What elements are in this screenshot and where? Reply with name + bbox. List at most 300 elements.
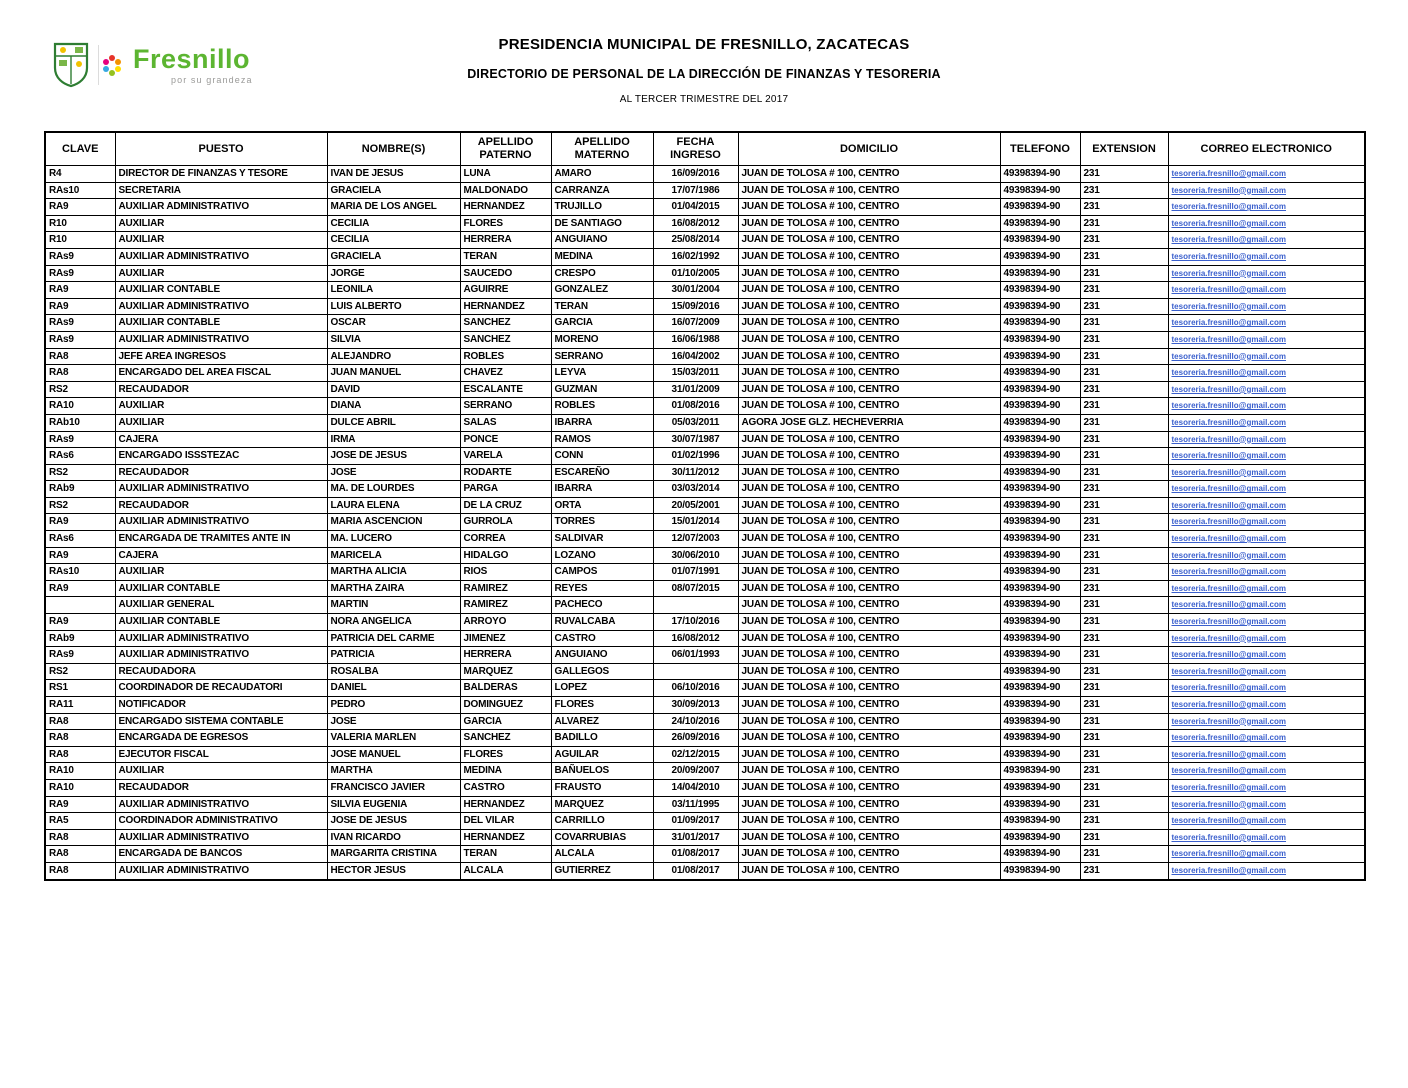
email-link[interactable]: tesoreria.fresnillo@gmail.com	[1171, 434, 1287, 444]
cell-fecha-ingreso: 16/08/2012	[653, 215, 738, 232]
cell-nombres: JORGE	[327, 265, 460, 282]
cell-nombres: MA. LUCERO	[327, 531, 460, 548]
cell-apellido-paterno: ROBLES	[460, 348, 551, 365]
cell-nombres: MARGARITA CRISTINA	[327, 846, 460, 863]
cell-apellido-paterno: ESCALANTE	[460, 381, 551, 398]
cell-telefono: 49398394-90	[1000, 282, 1080, 299]
email-link[interactable]: tesoreria.fresnillo@gmail.com	[1171, 617, 1287, 627]
email-link[interactable]: tesoreria.fresnillo@gmail.com	[1171, 534, 1287, 544]
cell-domicilio: JUAN DE TOLOSA # 100, CENTRO	[738, 381, 1000, 398]
cell-apellido-materno: ALVAREZ	[551, 713, 653, 730]
cell-nombres: MARIA ASCENCION	[327, 514, 460, 531]
cell-domicilio: JUAN DE TOLOSA # 100, CENTRO	[738, 481, 1000, 498]
cell-puesto: AUXILIAR ADMINISTRATIVO	[115, 647, 327, 664]
cell-clave	[45, 597, 115, 614]
cell-apellido-paterno: FLORES	[460, 746, 551, 763]
cell-telefono: 49398394-90	[1000, 697, 1080, 714]
cell-telefono: 49398394-90	[1000, 348, 1080, 365]
email-link[interactable]: tesoreria.fresnillo@gmail.com	[1171, 865, 1287, 875]
cell-extension: 231	[1080, 829, 1168, 846]
cell-correo	[1168, 348, 1365, 365]
cell-apellido-materno: MORENO	[551, 331, 653, 348]
cell-domicilio: JUAN DE TOLOSA # 100, CENTRO	[738, 713, 1000, 730]
table-row	[45, 232, 1365, 249]
table-row	[45, 813, 1365, 830]
cell-domicilio: JUAN DE TOLOSA # 100, CENTRO	[738, 763, 1000, 780]
cell-nombres: DIANA	[327, 398, 460, 415]
cell-correo	[1168, 746, 1365, 763]
table-row	[45, 282, 1365, 299]
table-row	[45, 398, 1365, 415]
cell-correo	[1168, 580, 1365, 597]
cell-apellido-paterno: TERAN	[460, 846, 551, 863]
cell-apellido-paterno: DE LA CRUZ	[460, 497, 551, 514]
cell-apellido-materno: FRAUSTO	[551, 779, 653, 796]
document-period: AL TERCER TRIMESTRE DEL 2017	[619, 94, 789, 105]
cell-apellido-paterno: RIOS	[460, 564, 551, 581]
cell-clave: RAs9	[45, 647, 115, 664]
cell-apellido-paterno: DEL VILAR	[460, 813, 551, 830]
cell-clave: RAs6	[45, 531, 115, 548]
cell-puesto: EJECUTOR FISCAL	[115, 746, 327, 763]
cell-fecha-ingreso: 17/10/2016	[653, 614, 738, 631]
cell-nombres: CECILIA	[327, 215, 460, 232]
cell-domicilio: JUAN DE TOLOSA # 100, CENTRO	[738, 514, 1000, 531]
cell-apellido-materno: CONN	[551, 448, 653, 465]
cell-fecha-ingreso: 16/07/2009	[653, 315, 738, 332]
cell-puesto: AUXILIAR ADMINISTRATIVO	[115, 829, 327, 846]
cell-correo	[1168, 282, 1365, 299]
cell-fecha-ingreso: 16/09/2016	[653, 166, 738, 183]
cell-fecha-ingreso: 16/02/1992	[653, 248, 738, 265]
cell-domicilio: JUAN DE TOLOSA # 100, CENTRO	[738, 398, 1000, 415]
cell-extension: 231	[1080, 697, 1168, 714]
cell-clave: RAs9	[45, 315, 115, 332]
cell-correo	[1168, 829, 1365, 846]
cell-clave: RA10	[45, 763, 115, 780]
email-link[interactable]: tesoreria.fresnillo@gmail.com	[1171, 650, 1287, 660]
cell-correo	[1168, 365, 1365, 382]
cell-telefono: 49398394-90	[1000, 232, 1080, 249]
cell-puesto: ENCARGADA DE BANCOS	[115, 846, 327, 863]
cell-domicilio: JUAN DE TOLOSA # 100, CENTRO	[738, 697, 1000, 714]
cell-fecha-ingreso: 06/10/2016	[653, 680, 738, 697]
page-header	[0, 0, 1408, 105]
table-row	[45, 182, 1365, 199]
cell-fecha-ingreso: 02/12/2015	[653, 746, 738, 763]
cell-clave: RA8	[45, 846, 115, 863]
cell-puesto: AUXILIAR ADMINISTRATIVO	[115, 514, 327, 531]
email-link[interactable]: tesoreria.fresnillo@gmail.com	[1171, 268, 1287, 278]
email-link[interactable]: tesoreria.fresnillo@gmail.com	[1171, 633, 1287, 643]
email-link[interactable]: tesoreria.fresnillo@gmail.com	[1171, 301, 1287, 311]
cell-puesto: AUXILIAR	[115, 564, 327, 581]
cell-apellido-materno: ORTA	[551, 497, 653, 514]
email-link[interactable]: tesoreria.fresnillo@gmail.com	[1171, 567, 1287, 577]
cell-nombres: DULCE ABRIL	[327, 414, 460, 431]
cell-puesto: NOTIFICADOR	[115, 697, 327, 714]
cell-nombres: SILVIA	[327, 331, 460, 348]
cell-clave: RS2	[45, 464, 115, 481]
cell-fecha-ingreso: 08/07/2015	[653, 580, 738, 597]
email-link[interactable]: tesoreria.fresnillo@gmail.com	[1171, 500, 1287, 510]
cell-nombres: ROSALBA	[327, 663, 460, 680]
cell-domicilio: JUAN DE TOLOSA # 100, CENTRO	[738, 614, 1000, 631]
personnel-directory-table	[44, 131, 1366, 881]
cell-telefono: 49398394-90	[1000, 813, 1080, 830]
cell-extension: 231	[1080, 497, 1168, 514]
cell-nombres: GRACIELA	[327, 182, 460, 199]
cell-fecha-ingreso	[653, 597, 738, 614]
cell-clave: RAb9	[45, 630, 115, 647]
cell-apellido-materno: LOPEZ	[551, 680, 653, 697]
cell-apellido-paterno: GARCIA	[460, 713, 551, 730]
cell-clave: R10	[45, 215, 115, 232]
email-link[interactable]: tesoreria.fresnillo@gmail.com	[1171, 484, 1287, 494]
cell-telefono: 49398394-90	[1000, 265, 1080, 282]
cell-puesto: COORDINADOR ADMINISTRATIVO	[115, 813, 327, 830]
email-link[interactable]: tesoreria.fresnillo@gmail.com	[1171, 716, 1287, 726]
cell-domicilio: JUAN DE TOLOSA # 100, CENTRO	[738, 813, 1000, 830]
cell-apellido-paterno: TERAN	[460, 248, 551, 265]
cell-nombres: IVAN DE JESUS	[327, 166, 460, 183]
cell-fecha-ingreso: 31/01/2017	[653, 829, 738, 846]
cell-extension: 231	[1080, 215, 1168, 232]
cell-telefono: 49398394-90	[1000, 199, 1080, 216]
cell-clave: R10	[45, 232, 115, 249]
logo-wordmark: Fresnillo	[133, 43, 251, 74]
table-row	[45, 497, 1365, 514]
cell-apellido-materno: CAMPOS	[551, 564, 653, 581]
cell-correo	[1168, 182, 1365, 199]
cell-puesto: RECAUDADOR	[115, 779, 327, 796]
cell-correo	[1168, 614, 1365, 631]
cell-fecha-ingreso: 30/07/1987	[653, 431, 738, 448]
email-link[interactable]: tesoreria.fresnillo@gmail.com	[1171, 251, 1287, 261]
cell-nombres: HECTOR JESUS	[327, 862, 460, 879]
email-link[interactable]: tesoreria.fresnillo@gmail.com	[1171, 700, 1287, 709]
cell-puesto: JEFE AREA INGRESOS	[115, 348, 327, 365]
cell-puesto: AUXILIAR	[115, 414, 327, 431]
cell-correo	[1168, 199, 1365, 216]
cell-domicilio: JUAN DE TOLOSA # 100, CENTRO	[738, 580, 1000, 597]
table-row	[45, 862, 1365, 879]
cell-clave: RS2	[45, 497, 115, 514]
cell-clave: RS1	[45, 680, 115, 697]
email-link[interactable]: tesoreria.fresnillo@gmail.com	[1171, 517, 1287, 527]
cell-extension: 231	[1080, 348, 1168, 365]
table-row	[45, 713, 1365, 730]
cell-apellido-paterno: RAMIREZ	[460, 597, 551, 614]
table-row	[45, 796, 1365, 813]
cell-apellido-paterno: ALCALA	[460, 862, 551, 879]
cell-telefono: 49398394-90	[1000, 166, 1080, 183]
cell-fecha-ingreso	[653, 663, 738, 680]
email-link[interactable]: tesoreria.fresnillo@gmail.com	[1171, 816, 1287, 826]
cell-puesto: CAJERA	[115, 547, 327, 564]
email-link[interactable]: tesoreria.fresnillo@gmail.com	[1171, 218, 1287, 228]
document-subtitle: DIRECTORIO DE PERSONAL DE LA DIRECCIÓN DE FINANZAS Y TESORERIA	[467, 67, 941, 81]
email-link[interactable]: tesoreria.fresnillo@gmail.com	[1171, 318, 1287, 328]
cell-clave: RA9	[45, 282, 115, 299]
cell-domicilio: JUAN DE TOLOSA # 100, CENTRO	[738, 779, 1000, 796]
table-row	[45, 846, 1365, 863]
cell-extension: 231	[1080, 248, 1168, 265]
cell-fecha-ingreso: 30/11/2012	[653, 464, 738, 481]
cell-puesto: AUXILIAR ADMINISTRATIVO	[115, 199, 327, 216]
cell-fecha-ingreso: 30/01/2004	[653, 282, 738, 299]
cell-domicilio: JUAN DE TOLOSA # 100, CENTRO	[738, 232, 1000, 249]
email-link[interactable]: tesoreria.fresnillo@gmail.com	[1171, 666, 1287, 676]
email-link[interactable]: tesoreria.fresnillo@gmail.com	[1171, 749, 1287, 759]
email-link[interactable]: tesoreria.fresnillo@gmail.com	[1171, 550, 1287, 560]
cell-apellido-paterno: MARQUEZ	[460, 663, 551, 680]
cell-apellido-materno: DE SANTIAGO	[551, 215, 653, 232]
email-link[interactable]: tesoreria.fresnillo@gmail.com	[1171, 451, 1287, 461]
cell-nombres: IRMA	[327, 431, 460, 448]
cell-extension: 231	[1080, 315, 1168, 332]
cell-domicilio: JUAN DE TOLOSA # 100, CENTRO	[738, 166, 1000, 183]
cell-apellido-paterno: GURROLA	[460, 514, 551, 531]
email-link[interactable]: tesoreria.fresnillo@gmail.com	[1171, 467, 1287, 477]
cell-clave: RAs9	[45, 431, 115, 448]
cell-apellido-materno: TRUJILLO	[551, 199, 653, 216]
cell-telefono: 49398394-90	[1000, 730, 1080, 747]
cell-correo	[1168, 481, 1365, 498]
cell-telefono: 49398394-90	[1000, 497, 1080, 514]
cell-fecha-ingreso: 01/02/1996	[653, 448, 738, 465]
cell-puesto: AUXILIAR ADMINISTRATIVO	[115, 481, 327, 498]
email-link[interactable]: tesoreria.fresnillo@gmail.com	[1171, 169, 1287, 178]
cell-apellido-materno: RAMOS	[551, 431, 653, 448]
cell-telefono: 49398394-90	[1000, 846, 1080, 863]
cell-apellido-paterno: FLORES	[460, 215, 551, 232]
cell-correo	[1168, 298, 1365, 315]
cell-correo	[1168, 697, 1365, 714]
cell-apellido-materno: COVARRUBIAS	[551, 829, 653, 846]
cell-clave: RA9	[45, 514, 115, 531]
cell-nombres: VALERIA MARLEN	[327, 730, 460, 747]
cell-fecha-ingreso: 16/04/2002	[653, 348, 738, 365]
table-row	[45, 663, 1365, 680]
cell-clave: RA8	[45, 348, 115, 365]
cell-extension: 231	[1080, 663, 1168, 680]
cell-apellido-paterno: BALDERAS	[460, 680, 551, 697]
table-row	[45, 381, 1365, 398]
cell-apellido-materno: GUTIERREZ	[551, 862, 653, 879]
cell-fecha-ingreso: 16/08/2012	[653, 630, 738, 647]
cell-apellido-materno: IBARRA	[551, 481, 653, 498]
cell-telefono: 49398394-90	[1000, 414, 1080, 431]
cell-nombres: JOSE	[327, 464, 460, 481]
cell-correo	[1168, 680, 1365, 697]
cell-nombres: MARTIN	[327, 597, 460, 614]
email-link[interactable]: tesoreria.fresnillo@gmail.com	[1171, 384, 1287, 394]
cell-fecha-ingreso: 01/09/2017	[653, 813, 738, 830]
cell-fecha-ingreso: 30/06/2010	[653, 547, 738, 564]
cell-correo	[1168, 232, 1365, 249]
cell-apellido-paterno: DOMINGUEZ	[460, 697, 551, 714]
cell-apellido-materno: CASTRO	[551, 630, 653, 647]
cell-fecha-ingreso: 06/01/1993	[653, 647, 738, 664]
cell-telefono: 49398394-90	[1000, 796, 1080, 813]
cell-clave: RA8	[45, 730, 115, 747]
cell-fecha-ingreso: 20/09/2007	[653, 763, 738, 780]
cell-correo	[1168, 779, 1365, 796]
cell-puesto: AUXILIAR ADMINISTRATIVO	[115, 331, 327, 348]
email-link[interactable]: tesoreria.fresnillo@gmail.com	[1171, 334, 1287, 344]
cell-clave: RAs10	[45, 564, 115, 581]
cell-clave: RA10	[45, 779, 115, 796]
cell-correo	[1168, 713, 1365, 730]
cell-domicilio: JUAN DE TOLOSA # 100, CENTRO	[738, 431, 1000, 448]
cell-apellido-materno: AGUILAR	[551, 746, 653, 763]
email-link[interactable]: tesoreria.fresnillo@gmail.com	[1171, 185, 1287, 195]
email-link[interactable]: tesoreria.fresnillo@gmail.com	[1171, 583, 1287, 593]
cell-domicilio: JUAN DE TOLOSA # 100, CENTRO	[738, 647, 1000, 664]
cell-correo	[1168, 265, 1365, 282]
cell-correo	[1168, 315, 1365, 332]
cell-puesto: ENCARGADA DE TRAMITES ANTE IN	[115, 531, 327, 548]
cell-puesto: DIRECTOR DE FINANZAS Y TESORE	[115, 166, 327, 183]
email-link[interactable]: tesoreria.fresnillo@gmail.com	[1171, 849, 1287, 859]
table-row	[45, 597, 1365, 614]
email-link[interactable]: tesoreria.fresnillo@gmail.com	[1171, 285, 1287, 295]
cell-fecha-ingreso: 01/10/2005	[653, 265, 738, 282]
email-link[interactable]: tesoreria.fresnillo@gmail.com	[1171, 401, 1287, 411]
cell-telefono: 49398394-90	[1000, 331, 1080, 348]
cell-extension: 231	[1080, 481, 1168, 498]
cell-domicilio: JUAN DE TOLOSA # 100, CENTRO	[738, 862, 1000, 879]
cell-apellido-paterno: SALAS	[460, 414, 551, 431]
cell-extension: 231	[1080, 514, 1168, 531]
cell-domicilio: JUAN DE TOLOSA # 100, CENTRO	[738, 365, 1000, 382]
cell-telefono: 49398394-90	[1000, 531, 1080, 548]
cell-fecha-ingreso: 12/07/2003	[653, 531, 738, 548]
email-link[interactable]: tesoreria.fresnillo@gmail.com	[1171, 417, 1287, 427]
cell-domicilio: JUAN DE TOLOSA # 100, CENTRO	[738, 564, 1000, 581]
cell-clave: RS2	[45, 663, 115, 680]
email-link[interactable]: tesoreria.fresnillo@gmail.com	[1171, 683, 1287, 693]
email-link[interactable]: tesoreria.fresnillo@gmail.com	[1171, 600, 1287, 610]
cell-nombres: MA. DE LOURDES	[327, 481, 460, 498]
cell-apellido-materno: CRESPO	[551, 265, 653, 282]
cell-puesto: AUXILIAR	[115, 215, 327, 232]
col-header-fecha-ingreso: FECHA INGRESO	[653, 132, 738, 166]
cell-telefono: 49398394-90	[1000, 481, 1080, 498]
cell-telefono: 49398394-90	[1000, 448, 1080, 465]
cell-apellido-paterno: VARELA	[460, 448, 551, 465]
email-link[interactable]: tesoreria.fresnillo@gmail.com	[1171, 351, 1287, 361]
cell-apellido-materno: GALLEGOS	[551, 663, 653, 680]
cell-fecha-ingreso: 31/01/2009	[653, 381, 738, 398]
cell-puesto: AUXILIAR CONTABLE	[115, 315, 327, 332]
cell-apellido-paterno: SANCHEZ	[460, 730, 551, 747]
cell-nombres: PATRICIA DEL CARME	[327, 630, 460, 647]
cell-domicilio: JUAN DE TOLOSA # 100, CENTRO	[738, 215, 1000, 232]
col-header-correo: CORREO ELECTRONICO	[1168, 132, 1365, 166]
cell-fecha-ingreso: 03/11/1995	[653, 796, 738, 813]
table-row	[45, 763, 1365, 780]
cell-puesto: SECRETARIA	[115, 182, 327, 199]
cell-extension: 231	[1080, 232, 1168, 249]
cell-clave: RA5	[45, 813, 115, 830]
cell-apellido-paterno: HERNANDEZ	[460, 199, 551, 216]
email-link[interactable]: tesoreria.fresnillo@gmail.com	[1171, 235, 1287, 245]
cell-puesto: ENCARGADA DE EGRESOS	[115, 730, 327, 747]
cell-apellido-materno: MARQUEZ	[551, 796, 653, 813]
cell-nombres: LAURA ELENA	[327, 497, 460, 514]
cell-clave: RA8	[45, 713, 115, 730]
cell-correo	[1168, 166, 1365, 183]
cell-correo	[1168, 630, 1365, 647]
email-link[interactable]: tesoreria.fresnillo@gmail.com	[1171, 202, 1287, 212]
cell-extension: 231	[1080, 464, 1168, 481]
cell-extension: 231	[1080, 564, 1168, 581]
cell-telefono: 49398394-90	[1000, 365, 1080, 382]
cell-extension: 231	[1080, 680, 1168, 697]
table-row	[45, 431, 1365, 448]
cell-telefono: 49398394-90	[1000, 298, 1080, 315]
table-row	[45, 464, 1365, 481]
cell-fecha-ingreso: 16/06/1988	[653, 331, 738, 348]
cell-correo	[1168, 215, 1365, 232]
cell-domicilio: JUAN DE TOLOSA # 100, CENTRO	[738, 829, 1000, 846]
cell-apellido-paterno: HERRERA	[460, 232, 551, 249]
cell-telefono: 49398394-90	[1000, 248, 1080, 265]
email-link[interactable]: tesoreria.fresnillo@gmail.com	[1171, 733, 1287, 743]
cell-apellido-materno: FLORES	[551, 697, 653, 714]
cell-nombres: MARTHA	[327, 763, 460, 780]
cell-domicilio: JUAN DE TOLOSA # 100, CENTRO	[738, 298, 1000, 315]
cell-extension: 231	[1080, 779, 1168, 796]
email-link[interactable]: tesoreria.fresnillo@gmail.com	[1171, 368, 1287, 378]
email-link[interactable]: tesoreria.fresnillo@gmail.com	[1171, 832, 1287, 842]
cell-telefono: 49398394-90	[1000, 215, 1080, 232]
email-link[interactable]: tesoreria.fresnillo@gmail.com	[1171, 782, 1287, 792]
cell-nombres: DANIEL	[327, 680, 460, 697]
cell-correo	[1168, 431, 1365, 448]
cell-nombres: JOSE	[327, 713, 460, 730]
cell-clave: RAs6	[45, 448, 115, 465]
cell-apellido-paterno: PONCE	[460, 431, 551, 448]
cell-extension: 231	[1080, 730, 1168, 747]
table-row	[45, 365, 1365, 382]
cell-apellido-paterno: HIDALGO	[460, 547, 551, 564]
cell-domicilio: JUAN DE TOLOSA # 100, CENTRO	[738, 796, 1000, 813]
cell-extension: 231	[1080, 414, 1168, 431]
cell-nombres: CECILIA	[327, 232, 460, 249]
email-link[interactable]: tesoreria.fresnillo@gmail.com	[1171, 766, 1287, 776]
cell-extension: 231	[1080, 431, 1168, 448]
cell-correo	[1168, 381, 1365, 398]
cell-clave: RA9	[45, 547, 115, 564]
col-header-nombres: NOMBRE(S)	[327, 132, 460, 166]
cell-clave: RAs10	[45, 182, 115, 199]
cell-apellido-materno: GUZMAN	[551, 381, 653, 398]
table-row	[45, 614, 1365, 631]
cell-apellido-paterno: CHAVEZ	[460, 365, 551, 382]
cell-clave: RA9	[45, 199, 115, 216]
email-link[interactable]: tesoreria.fresnillo@gmail.com	[1171, 799, 1287, 809]
table-row	[45, 564, 1365, 581]
cell-apellido-materno: IBARRA	[551, 414, 653, 431]
cell-extension: 231	[1080, 265, 1168, 282]
cell-telefono: 49398394-90	[1000, 182, 1080, 199]
cell-apellido-paterno: ARROYO	[460, 614, 551, 631]
table-row	[45, 448, 1365, 465]
cell-nombres: LEONILA	[327, 282, 460, 299]
